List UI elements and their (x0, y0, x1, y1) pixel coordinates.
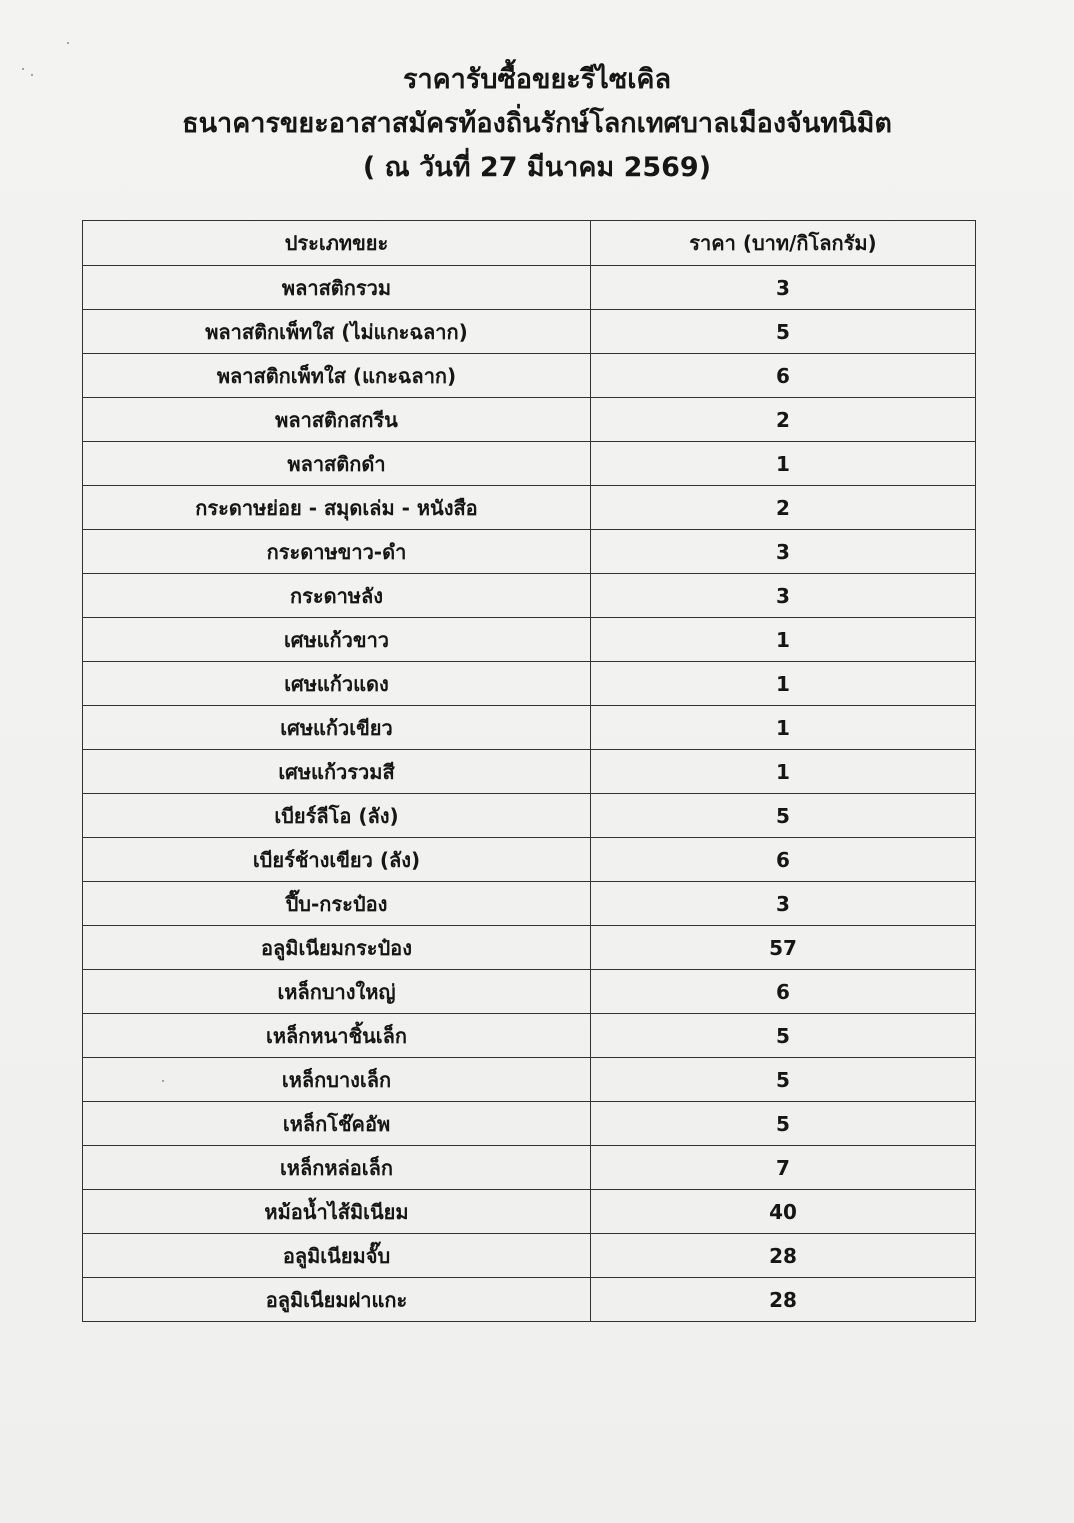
table-row (83, 926, 976, 970)
table-row (83, 750, 976, 794)
price-cell: 2 (591, 486, 976, 530)
waste-type-cell: พลาสติกรวม (83, 266, 591, 310)
price-table-wrapper (82, 220, 975, 1321)
price-cell: 1 (591, 750, 976, 794)
waste-type-cell: พลาสติกสกรีน (83, 398, 591, 442)
waste-type-cell: พลาสติกเพ็ทใส (ไม่แกะฉลาก) (83, 310, 591, 354)
table-row (83, 1058, 976, 1102)
table-row (83, 882, 976, 926)
price-cell: 1 (591, 662, 976, 706)
price-cell: 2 (591, 398, 976, 442)
table-row (83, 1146, 976, 1190)
table-row (83, 618, 976, 662)
waste-type-cell: เศษแก้วแดง (83, 662, 591, 706)
document-date: ( ณ วันที่ 27 มีนาคม 2569) (362, 152, 712, 183)
price-cell: 1 (591, 442, 976, 486)
table-row (83, 970, 976, 1014)
price-cell: 6 (591, 354, 976, 398)
table-row (83, 486, 976, 530)
waste-type-cell: เหล็กหล่อเล็ก (83, 1146, 591, 1190)
table-row (83, 398, 976, 442)
table-row (83, 1234, 976, 1278)
table-row (83, 1278, 976, 1322)
table-row (83, 706, 976, 750)
price-cell: 5 (591, 1102, 976, 1146)
price-cell: 3 (591, 882, 976, 926)
table-row (83, 1102, 976, 1146)
waste-type-cell: อลูมิเนียมฝาแกะ (83, 1278, 591, 1322)
table-row (83, 1014, 976, 1058)
waste-type-cell: หม้อน้ำไส้มิเนียม (83, 1190, 591, 1234)
waste-type-cell: ปี๊บ-กระป๋อง (83, 882, 591, 926)
table-row (83, 354, 976, 398)
table-row (83, 1190, 976, 1234)
title-block (0, 58, 1074, 190)
waste-type-cell: พลาสติกเพ็ทใส (แกะฉลาก) (83, 354, 591, 398)
waste-type-cell: เหล็กบางเล็ก (83, 1058, 591, 1102)
price-cell: 57 (591, 926, 976, 970)
table-row (83, 530, 976, 574)
document-title: ราคารับซื้อขยะรีไซเคิล (402, 64, 672, 95)
price-cell: 5 (591, 794, 976, 838)
waste-type-cell: เหล็กโช๊คอัพ (83, 1102, 591, 1146)
price-cell: 28 (591, 1278, 976, 1322)
waste-type-cell: เหล็กบางใหญ่ (83, 970, 591, 1014)
price-cell: 28 (591, 1234, 976, 1278)
price-cell: 5 (591, 310, 976, 354)
waste-type-cell: อลูมิเนียมจั๊บ (83, 1234, 591, 1278)
table-row (83, 442, 976, 486)
table-header-row (83, 221, 976, 266)
table-row (83, 574, 976, 618)
table-row (83, 266, 976, 310)
table-row (83, 662, 976, 706)
waste-type-cell: อลูมิเนียมกระป๋อง (83, 926, 591, 970)
document-subtitle: ธนาคารขยะอาสาสมัครท้องถิ่นรักษ์โลกเทศบาลเมืองจันทนิมิต (182, 108, 892, 139)
table-row (83, 310, 976, 354)
price-cell: 7 (591, 1146, 976, 1190)
column-header-price: ราคา (บาท/กิโลกรัม) (591, 221, 976, 266)
waste-type-cell: กระดาษขาว-ดำ (83, 530, 591, 574)
price-cell: 6 (591, 838, 976, 882)
paper-speck (67, 42, 69, 44)
waste-type-cell: กระดาษย่อย - สมุดเล่ม - หนังสือ (83, 486, 591, 530)
price-cell: 3 (591, 266, 976, 310)
table-row (83, 794, 976, 838)
waste-type-cell: เศษแก้วขาว (83, 618, 591, 662)
price-cell: 6 (591, 970, 976, 1014)
price-table (82, 220, 976, 1322)
price-cell: 5 (591, 1014, 976, 1058)
waste-type-cell: พลาสติกดำ (83, 442, 591, 486)
waste-type-cell: เศษแก้วเขียว (83, 706, 591, 750)
waste-type-cell: เหล็กหนาชิ้นเล็ก (83, 1014, 591, 1058)
price-cell: 1 (591, 618, 976, 662)
price-cell: 5 (591, 1058, 976, 1102)
price-cell: 40 (591, 1190, 976, 1234)
waste-type-cell: กระดาษลัง (83, 574, 591, 618)
waste-type-cell: เศษแก้วรวมสี (83, 750, 591, 794)
waste-type-cell: เบียร์ช้างเขียว (ลัง) (83, 838, 591, 882)
price-cell: 3 (591, 530, 976, 574)
price-cell: 1 (591, 706, 976, 750)
column-header-type: ประเภทขยะ (83, 221, 591, 266)
price-cell: 3 (591, 574, 976, 618)
table-row (83, 838, 976, 882)
waste-type-cell: เบียร์ลีโอ (ลัง) (83, 794, 591, 838)
